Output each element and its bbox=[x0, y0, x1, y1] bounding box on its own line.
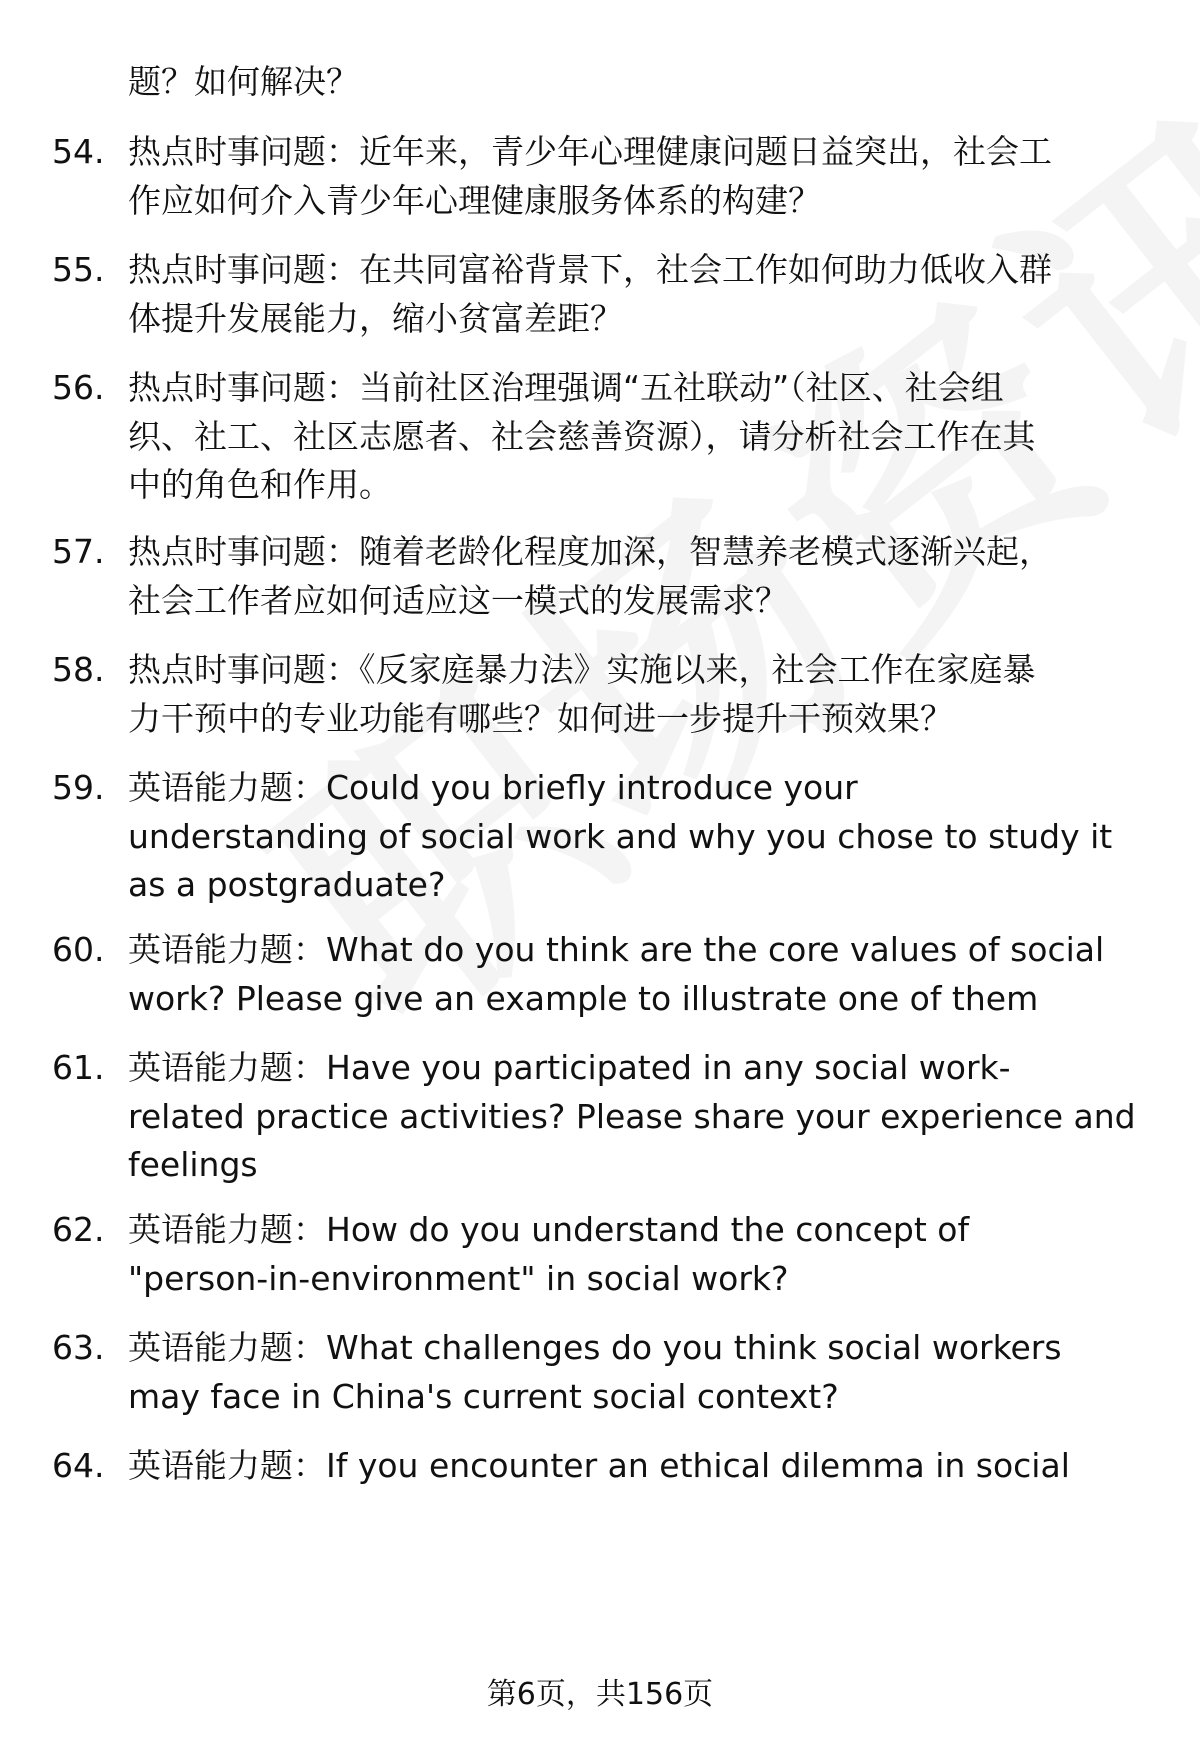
question-line: 英语能力题：What challenges do you think social workers bbox=[128, 1328, 1062, 1367]
question-line: 力干预中的专业功能有哪些？如何进一步提升干预效果？ bbox=[128, 698, 953, 738]
question-line: related practice activities? Please share your experience and bbox=[128, 1096, 1136, 1136]
question-text bbox=[128, 364, 1158, 510]
question-line: understanding of social work and why you chose to study it bbox=[128, 816, 1113, 856]
question-text bbox=[128, 1442, 1158, 1491]
question-number: 57. bbox=[52, 532, 105, 571]
question-line: 热点时事问题：近年来，青少年心理健康问题日益突出，社会工 bbox=[128, 132, 1052, 171]
question-number: 56. bbox=[52, 368, 105, 407]
question-line: feelings bbox=[128, 1145, 258, 1184]
question-number: 58. bbox=[52, 650, 105, 689]
question-line: 作应如何介入青少年心理健康服务体系的构建？ bbox=[128, 180, 821, 220]
question-text bbox=[128, 246, 1158, 343]
question-number: 62. bbox=[52, 1210, 105, 1249]
question-line: as a postgraduate? bbox=[128, 865, 446, 904]
question-number: 55. bbox=[52, 250, 105, 289]
question-number: 60. bbox=[52, 930, 105, 969]
question-text bbox=[128, 128, 1158, 225]
page-footer: 第6页，共156页 bbox=[486, 1677, 714, 1712]
question-line: 织、社工、社区志愿者、社会慈善资源），请分析社会工作在其 bbox=[128, 416, 1036, 456]
question-line: 体提升发展能力，缩小贫富差距？ bbox=[128, 298, 623, 338]
question-text bbox=[128, 1324, 1158, 1421]
question-line: 热点时事问题：《反家庭暴力法》实施以来，社会工作在家庭暴 bbox=[128, 650, 1036, 689]
question-line: "person-in-environment" in social work? bbox=[128, 1258, 789, 1298]
question-line: 英语能力题：What do you think are the core values of social bbox=[128, 930, 1105, 969]
question-number: 61. bbox=[52, 1048, 105, 1087]
question-line: may face in China's current social context? bbox=[128, 1376, 839, 1416]
question-line: 中的角色和作用。 bbox=[128, 465, 392, 504]
question-number: 54. bbox=[52, 132, 105, 171]
question-line: 热点时事问题：当前社区治理强调“五社联动”（社区、社会组 bbox=[128, 368, 1004, 407]
question-line: 英语能力题：How do you understand the concept of bbox=[128, 1210, 970, 1249]
question-text bbox=[128, 764, 1158, 910]
continuation-text: 题？如何解决？ bbox=[128, 62, 359, 101]
question-line: 英语能力题：If you encounter an ethical dilemma in social bbox=[128, 1446, 1070, 1485]
question-text bbox=[128, 1044, 1158, 1190]
question-number: 64. bbox=[52, 1446, 105, 1485]
question-line: 热点时事问题：随着老龄化程度加深，智慧养老模式逐渐兴起， bbox=[128, 532, 1052, 571]
question-line: 热点时事问题：在共同富裕背景下，社会工作如何助力低收入群 bbox=[128, 250, 1052, 289]
question-text bbox=[128, 528, 1158, 625]
question-number: 59. bbox=[52, 768, 105, 807]
question-text bbox=[128, 646, 1158, 743]
question-line: work? Please give an example to illustrate one of them bbox=[128, 978, 1039, 1018]
question-text bbox=[128, 926, 1158, 1023]
question-number: 63. bbox=[52, 1328, 105, 1367]
question-line: 社会工作者应如何适应这一模式的发展需求？ bbox=[128, 580, 788, 620]
question-text bbox=[128, 1206, 1158, 1303]
question-line: 英语能力题：Have you participated in any social work- bbox=[128, 1048, 1011, 1087]
question-line: 英语能力题：Could you briefly introduce your bbox=[128, 768, 858, 807]
